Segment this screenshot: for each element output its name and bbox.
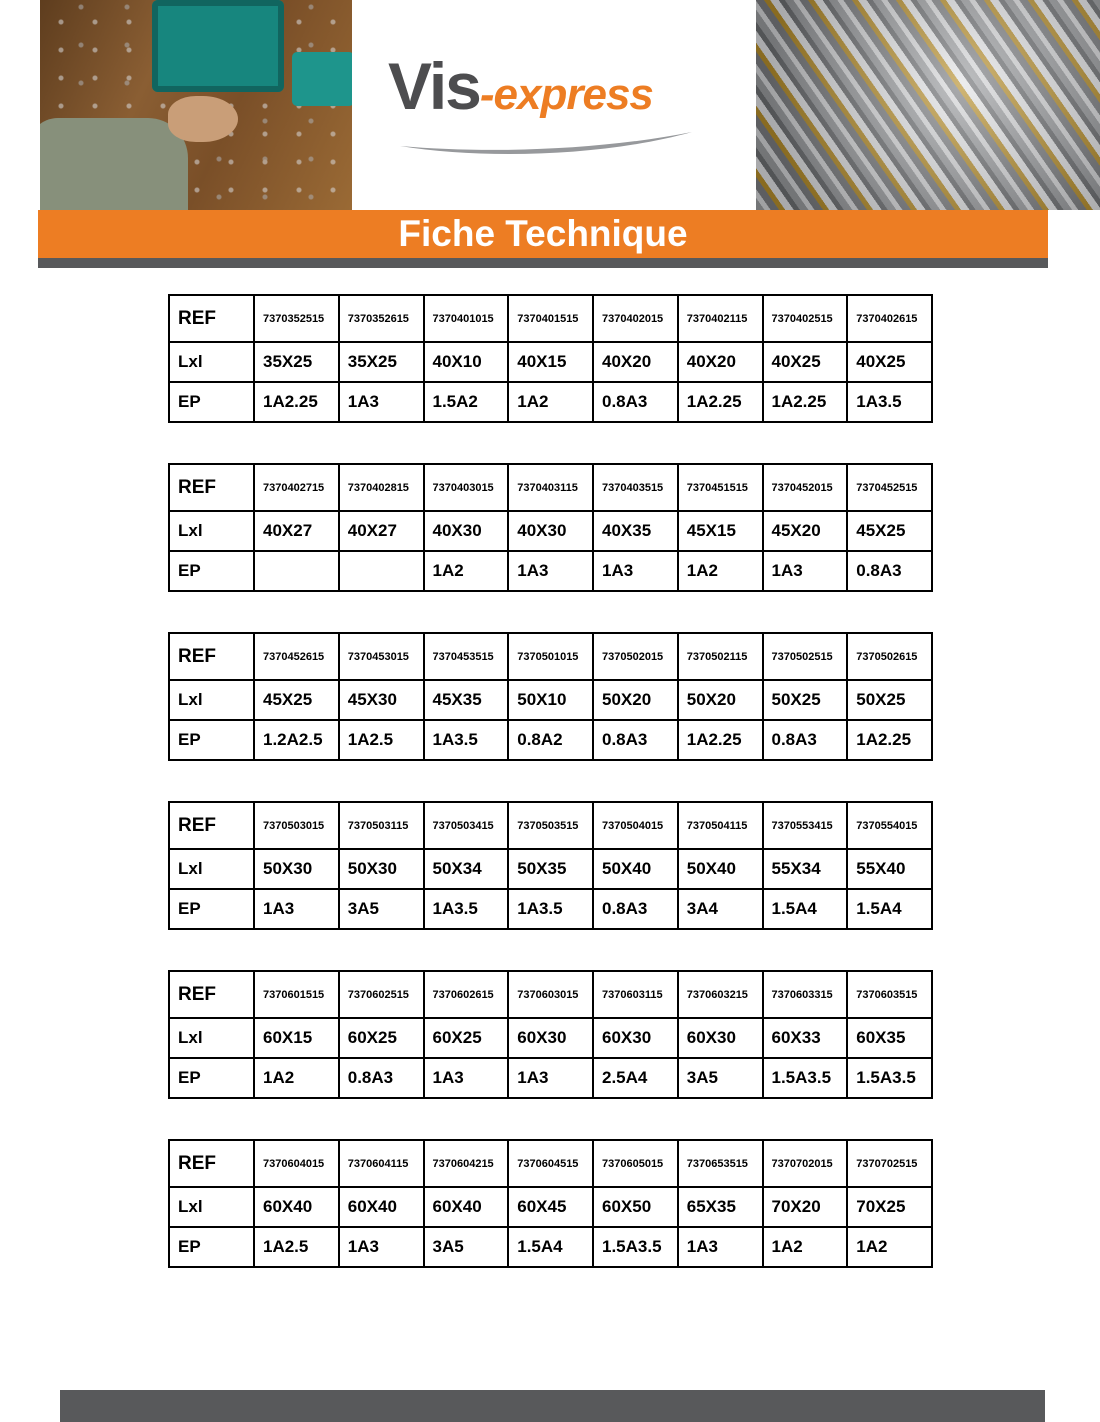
ref-cell: 7370503415 [424, 802, 509, 849]
ep-cell: 1A2.25 [847, 720, 932, 760]
ep-cell: 1A2 [763, 1227, 848, 1267]
ep-cell: 1A3.5 [508, 889, 593, 929]
ref-cell: 7370402615 [847, 295, 932, 342]
lxl-cell: 35X25 [254, 342, 339, 382]
ref-cell: 7370503115 [339, 802, 424, 849]
ep-cell: 1A3 [424, 1058, 509, 1098]
ref-cell: 7370501015 [508, 633, 593, 680]
ep-cell: 1A3 [339, 1227, 424, 1267]
ep-cell: 3A5 [424, 1227, 509, 1267]
lxl-cell: 60X45 [508, 1187, 593, 1227]
ep-cell: 1A3 [508, 1058, 593, 1098]
lxl-row [169, 1187, 932, 1227]
ref-row [169, 971, 932, 1018]
ep-cell: 1A2.5 [339, 720, 424, 760]
lxl-row-label: Lxl [169, 511, 254, 551]
lxl-cell: 60X30 [593, 1018, 678, 1058]
lxl-cell: 40X20 [678, 342, 763, 382]
ep-row-label: EP [169, 720, 254, 760]
ref-row-label: REF [169, 633, 254, 680]
lxl-cell: 60X33 [763, 1018, 848, 1058]
ref-row-label: REF [169, 464, 254, 511]
lxl-row-label: Lxl [169, 680, 254, 720]
ep-cell: 1A3 [254, 889, 339, 929]
lxl-cell: 50X20 [678, 680, 763, 720]
ref-cell: 7370702015 [763, 1140, 848, 1187]
ref-cell: 7370453515 [424, 633, 509, 680]
ref-cell: 7370601515 [254, 971, 339, 1018]
lxl-cell: 50X35 [508, 849, 593, 889]
ref-cell: 7370401515 [508, 295, 593, 342]
ep-cell: 1.5A2 [424, 382, 509, 422]
ep-cell: 1.5A3.5 [847, 1058, 932, 1098]
lxl-cell: 60X40 [424, 1187, 509, 1227]
lxl-cell: 55X40 [847, 849, 932, 889]
spec-table-5 [168, 970, 933, 1099]
ref-cell: 7370503015 [254, 802, 339, 849]
ref-cell: 7370452615 [254, 633, 339, 680]
lxl-cell: 40X30 [424, 511, 509, 551]
ep-cell: 3A5 [678, 1058, 763, 1098]
lxl-cell: 50X20 [593, 680, 678, 720]
ref-cell: 7370603215 [678, 971, 763, 1018]
lxl-row [169, 1018, 932, 1058]
ep-cell: 1.5A4 [847, 889, 932, 929]
ep-row-label: EP [169, 889, 254, 929]
ref-cell: 7370504115 [678, 802, 763, 849]
lxl-cell: 50X30 [339, 849, 424, 889]
ref-cell: 7370402115 [678, 295, 763, 342]
ref-cell: 7370402815 [339, 464, 424, 511]
lxl-cell: 40X10 [424, 342, 509, 382]
lxl-row-label: Lxl [169, 849, 254, 889]
ref-cell: 7370702515 [847, 1140, 932, 1187]
workbench-photo [40, 0, 352, 210]
lxl-cell: 45X35 [424, 680, 509, 720]
ep-cell: 1.5A3.5 [763, 1058, 848, 1098]
ref-cell: 7370504015 [593, 802, 678, 849]
ep-cell: 1A2 [508, 382, 593, 422]
ep-row-label: EP [169, 551, 254, 591]
ep-cell: 1A2 [847, 1227, 932, 1267]
ref-cell: 7370602515 [339, 971, 424, 1018]
ep-cell: 1A3.5 [424, 720, 509, 760]
ref-cell: 7370603515 [847, 971, 932, 1018]
ref-cell: 7370352615 [339, 295, 424, 342]
ref-cell: 7370605015 [593, 1140, 678, 1187]
logo-swoosh-icon [396, 130, 696, 160]
ep-row [169, 1227, 932, 1267]
lxl-cell: 60X40 [254, 1187, 339, 1227]
ref-cell: 7370452015 [763, 464, 848, 511]
ref-cell: 7370502515 [763, 633, 848, 680]
ep-cell: 1.5A4 [508, 1227, 593, 1267]
spec-table-2 [168, 463, 933, 592]
ep-cell: 1A3 [593, 551, 678, 591]
lxl-cell: 60X25 [339, 1018, 424, 1058]
lxl-cell: 40X25 [847, 342, 932, 382]
lxl-cell: 65X35 [678, 1187, 763, 1227]
logo-text [388, 48, 718, 124]
ref-cell: 7370502015 [593, 633, 678, 680]
ep-row-label: EP [169, 1227, 254, 1267]
ref-row-label: REF [169, 1140, 254, 1187]
ref-cell: 7370402715 [254, 464, 339, 511]
ep-row [169, 889, 932, 929]
lxl-cell: 45X25 [847, 511, 932, 551]
ref-cell: 7370502115 [678, 633, 763, 680]
photo-detail-tray [152, 0, 284, 92]
lxl-cell: 50X10 [508, 680, 593, 720]
ep-cell [339, 551, 424, 591]
ep-cell: 3A5 [339, 889, 424, 929]
footer-bar [60, 1390, 1045, 1422]
ep-cell: 1.5A4 [763, 889, 848, 929]
lxl-cell: 50X25 [847, 680, 932, 720]
vis-express-logo [388, 48, 718, 160]
ref-cell: 7370602615 [424, 971, 509, 1018]
lxl-row-label: Lxl [169, 1018, 254, 1058]
ep-cell: 2.5A4 [593, 1058, 678, 1098]
lxl-cell: 55X34 [763, 849, 848, 889]
lxl-cell: 45X20 [763, 511, 848, 551]
spec-table-3 [168, 632, 933, 761]
ep-cell: 1A3 [763, 551, 848, 591]
ep-cell: 1A2 [678, 551, 763, 591]
lxl-cell: 50X34 [424, 849, 509, 889]
ref-cell: 7370603015 [508, 971, 593, 1018]
ref-row-label: REF [169, 802, 254, 849]
ref-cell: 7370403115 [508, 464, 593, 511]
ref-cell: 7370604215 [424, 1140, 509, 1187]
ep-cell: 0.8A3 [593, 720, 678, 760]
ref-row [169, 1140, 932, 1187]
banner-shadow-bar [38, 258, 1048, 268]
ep-cell: 1A2.25 [678, 382, 763, 422]
ep-cell: 0.8A3 [847, 551, 932, 591]
logo-vis-text: Vis [388, 49, 480, 123]
ref-cell: 7370401015 [424, 295, 509, 342]
page-title: Fiche Technique [398, 213, 688, 254]
ref-cell: 7370402515 [763, 295, 848, 342]
ep-cell: 1A3 [508, 551, 593, 591]
ep-cell: 0.8A2 [508, 720, 593, 760]
ep-cell: 1.2A2.5 [254, 720, 339, 760]
lxl-cell: 60X40 [339, 1187, 424, 1227]
lxl-row [169, 342, 932, 382]
lxl-cell: 50X30 [254, 849, 339, 889]
logo-express-text: -express [479, 70, 653, 119]
lxl-cell: 60X30 [678, 1018, 763, 1058]
ep-cell: 0.8A3 [593, 382, 678, 422]
lxl-cell: 60X15 [254, 1018, 339, 1058]
ref-cell: 7370451515 [678, 464, 763, 511]
spec-table-6 [168, 1139, 933, 1268]
ep-cell: 1A2.25 [254, 382, 339, 422]
photo-detail-tray-small [292, 52, 352, 106]
ep-row-label: EP [169, 382, 254, 422]
ref-row [169, 802, 932, 849]
lxl-cell: 50X40 [678, 849, 763, 889]
ref-cell: 7370604515 [508, 1140, 593, 1187]
ref-cell: 7370352515 [254, 295, 339, 342]
ep-cell: 1A2.25 [763, 382, 848, 422]
ref-cell: 7370403015 [424, 464, 509, 511]
ep-cell: 1A3 [339, 382, 424, 422]
lxl-cell: 40X30 [508, 511, 593, 551]
ep-cell: 1A3.5 [424, 889, 509, 929]
lxl-cell: 60X50 [593, 1187, 678, 1227]
lxl-row-label: Lxl [169, 1187, 254, 1227]
ref-row-label: REF [169, 971, 254, 1018]
title-banner [38, 210, 1048, 268]
lxl-cell: 45X30 [339, 680, 424, 720]
lxl-cell: 70X20 [763, 1187, 848, 1227]
lxl-row [169, 849, 932, 889]
lxl-cell: 60X25 [424, 1018, 509, 1058]
ep-cell: 1.5A3.5 [593, 1227, 678, 1267]
ref-cell: 7370452515 [847, 464, 932, 511]
ref-row [169, 633, 932, 680]
ref-cell: 7370502615 [847, 633, 932, 680]
lxl-cell: 60X35 [847, 1018, 932, 1058]
ep-cell: 1A2 [424, 551, 509, 591]
photo-detail-hand [168, 96, 238, 142]
ref-row [169, 295, 932, 342]
ep-row [169, 551, 932, 591]
lxl-row-label: Lxl [169, 342, 254, 382]
ep-cell: 0.8A3 [593, 889, 678, 929]
ref-cell: 7370453015 [339, 633, 424, 680]
ref-cell: 7370653515 [678, 1140, 763, 1187]
lxl-cell: 35X25 [339, 342, 424, 382]
lxl-row [169, 680, 932, 720]
lxl-cell: 40X27 [339, 511, 424, 551]
ep-cell: 1A3.5 [847, 382, 932, 422]
lxl-cell: 50X40 [593, 849, 678, 889]
lxl-cell: 40X35 [593, 511, 678, 551]
lxl-row [169, 511, 932, 551]
ref-cell: 7370503515 [508, 802, 593, 849]
ref-cell: 7370603115 [593, 971, 678, 1018]
ep-cell: 1A2.25 [678, 720, 763, 760]
ref-cell: 7370603315 [763, 971, 848, 1018]
ref-cell: 7370402015 [593, 295, 678, 342]
ref-cell: 7370554015 [847, 802, 932, 849]
ep-row [169, 382, 932, 422]
lxl-cell: 45X25 [254, 680, 339, 720]
ref-row [169, 464, 932, 511]
ep-row [169, 720, 932, 760]
lxl-cell: 60X30 [508, 1018, 593, 1058]
spec-table-1 [168, 294, 933, 423]
ref-cell: 7370604015 [254, 1140, 339, 1187]
lxl-cell: 70X25 [847, 1187, 932, 1227]
photo-detail-arm [40, 118, 188, 210]
lxl-cell: 40X27 [254, 511, 339, 551]
ep-cell: 0.8A3 [339, 1058, 424, 1098]
ep-row-label: EP [169, 1058, 254, 1098]
ep-cell: 0.8A3 [763, 720, 848, 760]
lxl-cell: 40X15 [508, 342, 593, 382]
photo-texture [756, 0, 1100, 210]
ep-cell: 1A2 [254, 1058, 339, 1098]
ep-cell: 1A3 [678, 1227, 763, 1267]
spec-table-4 [168, 801, 933, 930]
ep-cell [254, 551, 339, 591]
lxl-cell: 45X15 [678, 511, 763, 551]
lxl-cell: 50X25 [763, 680, 848, 720]
ref-cell: 7370403515 [593, 464, 678, 511]
banner-orange-bar [38, 210, 1048, 258]
ref-cell: 7370553415 [763, 802, 848, 849]
lxl-cell: 40X20 [593, 342, 678, 382]
ep-cell: 3A4 [678, 889, 763, 929]
spec-tables [168, 294, 934, 1308]
ref-row-label: REF [169, 295, 254, 342]
ref-cell: 7370604115 [339, 1140, 424, 1187]
screws-photo [756, 0, 1100, 210]
ep-row [169, 1058, 932, 1098]
ep-cell: 1A2.5 [254, 1227, 339, 1267]
lxl-cell: 40X25 [763, 342, 848, 382]
